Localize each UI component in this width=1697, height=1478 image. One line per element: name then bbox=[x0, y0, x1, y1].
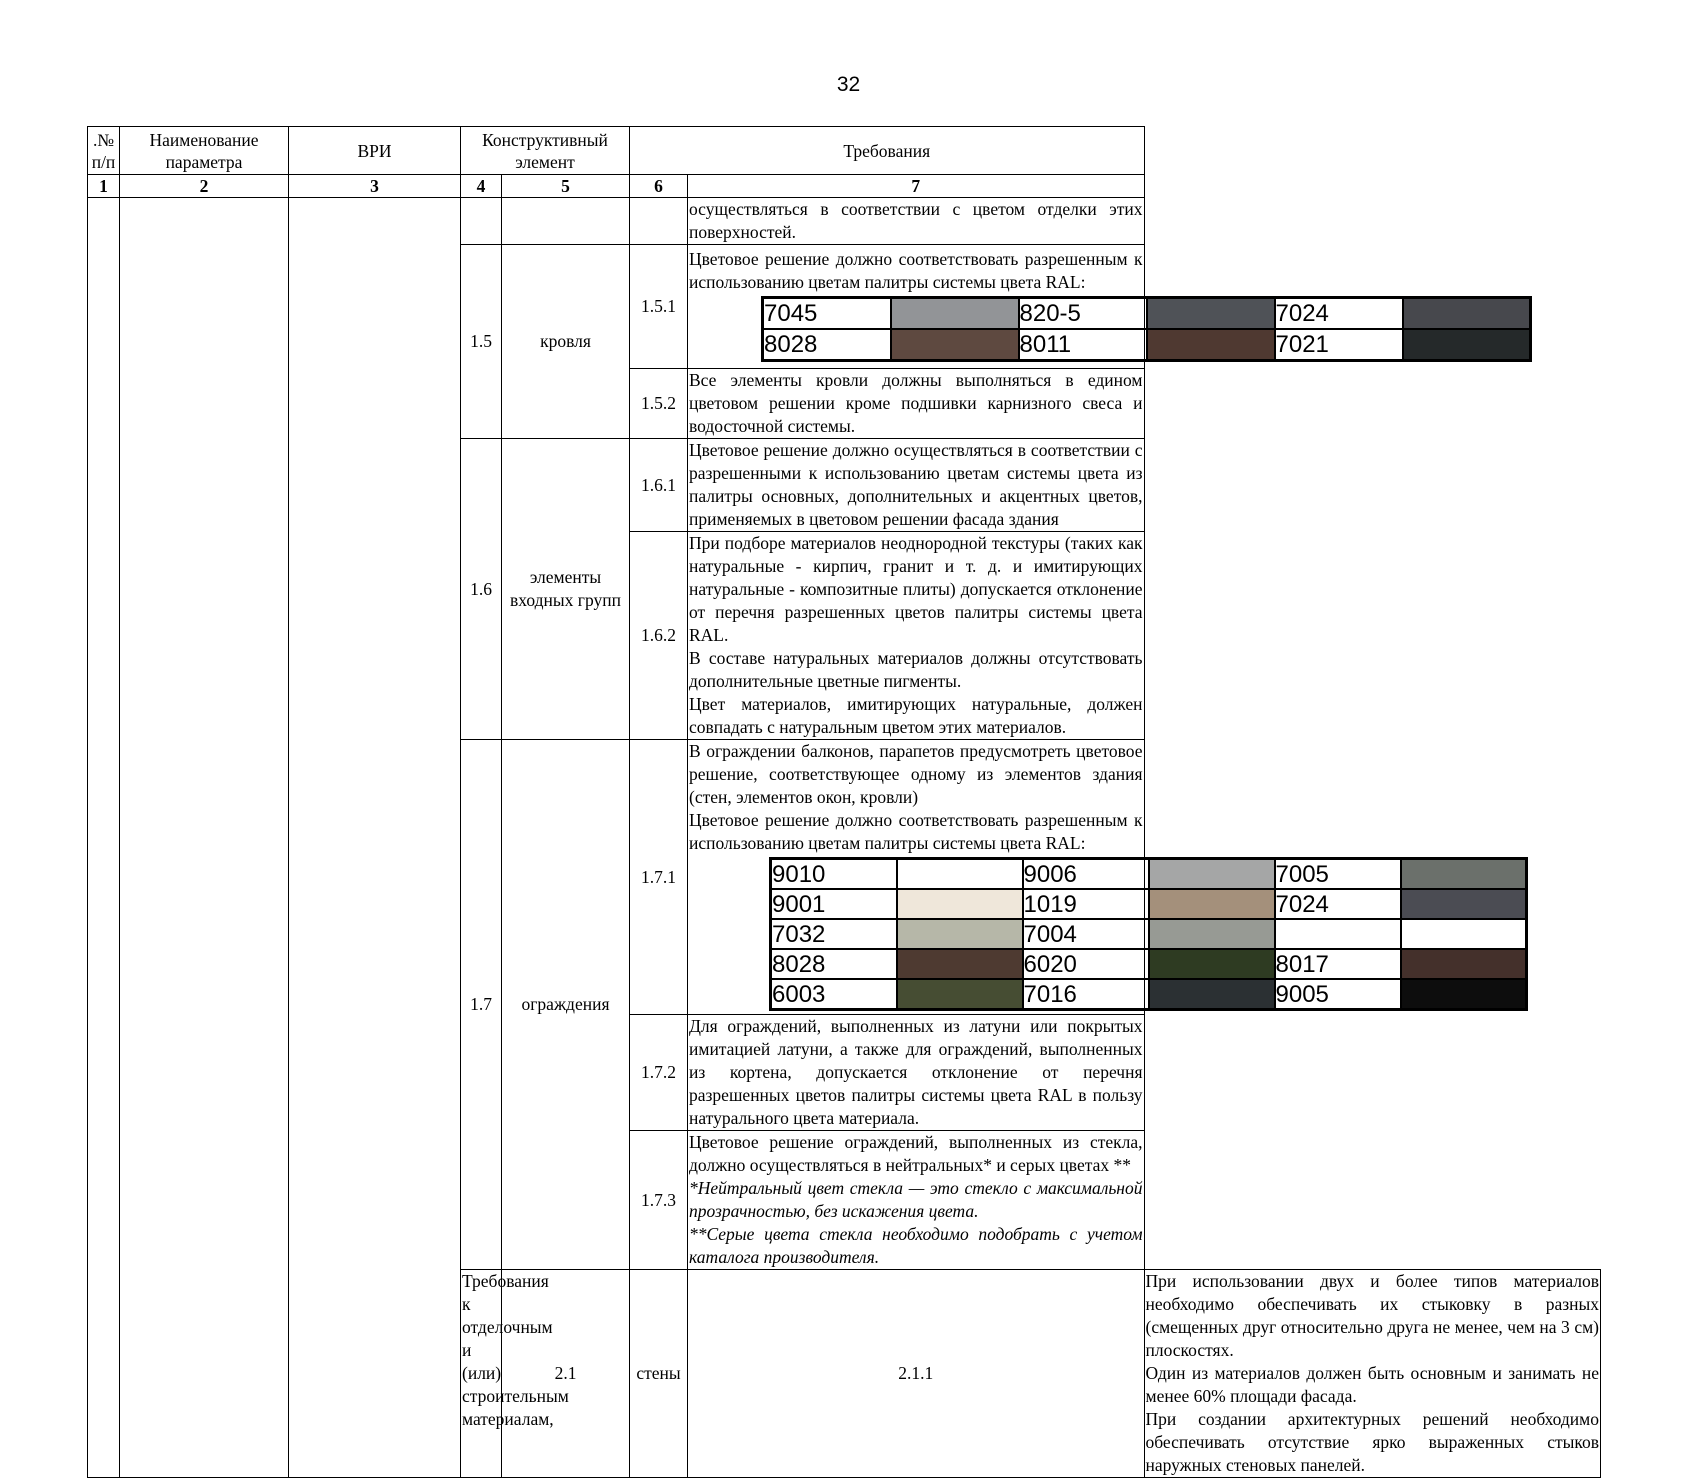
requirement-text: При подборе материалов неоднородной текстуры (таких как натуральные - кирпич, гранит и т. д. и имитирующих натуральные - композитные плиты) допускается отклонение от перечня разрешенных цветов палитры системы цвета RAL. bbox=[689, 533, 1143, 645]
ral-code: 7045 bbox=[763, 298, 891, 330]
requirement-cell bbox=[688, 740, 1329, 1015]
color-swatch bbox=[891, 298, 1019, 330]
color-swatch bbox=[897, 889, 1023, 919]
table-row bbox=[88, 198, 1601, 245]
column-number: 6 bbox=[630, 175, 688, 198]
ral-code: 7004 bbox=[1023, 919, 1149, 949]
requirement-text: Цветовое решение должно осуществляться в соответствии с разрешенными к использованию цветам системы цвета из палитры основных, дополнительных и акцентных цветов, применяемых в цветовом решении фасада здания bbox=[688, 439, 1145, 532]
column-number: 7 bbox=[688, 175, 1145, 198]
color-swatch bbox=[891, 329, 1019, 361]
vri-cell bbox=[289, 198, 461, 1478]
page-number: 32 bbox=[836, 73, 861, 96]
color-swatch bbox=[1149, 859, 1275, 890]
column-number: 5 bbox=[502, 175, 630, 198]
ral-code: 7005 bbox=[1275, 859, 1401, 890]
palette-row bbox=[771, 859, 1527, 890]
color-swatch bbox=[1401, 859, 1527, 890]
column-number: 3 bbox=[289, 175, 461, 198]
column-number: 2 bbox=[120, 175, 289, 198]
element-name: стены bbox=[630, 1270, 688, 1478]
header-element: Конструктивный элемент bbox=[461, 127, 630, 175]
color-swatch bbox=[897, 979, 1023, 1010]
color-swatch bbox=[897, 919, 1023, 949]
requirement-text: В ограждении балконов, парапетов предусмотреть цветовое решение, соответствующее одному из элементов здания (стен, элементов окон, кровли) bbox=[689, 741, 1143, 807]
header-row bbox=[88, 127, 1601, 175]
header-number: .№ п/п bbox=[88, 127, 120, 175]
ral-code: 8017 bbox=[1275, 949, 1401, 979]
requirement-code: 1.7.1 bbox=[630, 740, 688, 1015]
element-number: 1.7 bbox=[461, 740, 502, 1270]
requirement-code: 1.5.2 bbox=[630, 369, 688, 439]
column-number-row bbox=[88, 175, 1601, 198]
requirement-code: 1.6.2 bbox=[630, 532, 688, 740]
element-number: 1.5 bbox=[461, 245, 502, 439]
color-swatch bbox=[1149, 979, 1275, 1010]
ral-code: 820-5 bbox=[1019, 298, 1147, 330]
ral-code: 8028 bbox=[771, 949, 897, 979]
element-name: элементы входных групп bbox=[502, 439, 630, 740]
ral-code: 9010 bbox=[771, 859, 897, 890]
requirement-code: 2.1.1 bbox=[688, 1270, 1145, 1478]
ral-code: 6020 bbox=[1023, 949, 1149, 979]
ral-code: 1019 bbox=[1023, 889, 1149, 919]
color-swatch bbox=[1147, 329, 1275, 361]
column-number: 4 bbox=[461, 175, 502, 198]
requirement-text: Для ограждений, выполненных из латуни или покрытых имитацией латуни, а также для ограждений, выполненных из кортена, допускается отклонение от перечня разрешенных цветов палитры системы цвета RAL в пользу натурального цвета материала. bbox=[688, 1015, 1145, 1131]
requirement-code: 1.7.3 bbox=[630, 1131, 688, 1270]
requirement-code: 1.7.2 bbox=[630, 1015, 688, 1131]
requirement-footnote: **Серые цвета стекла необходимо подобрать с учетом каталога производителя. bbox=[689, 1224, 1143, 1267]
color-swatch bbox=[1149, 919, 1275, 949]
requirement-code: 1.5.1 bbox=[630, 245, 688, 369]
requirement-cell bbox=[688, 245, 1329, 369]
requirement-text: Один из материалов должен быть основным и занимать не менее 60% площади фасада. bbox=[1145, 1363, 1599, 1406]
element-number: 2.1 bbox=[502, 1270, 630, 1478]
ral-code: 8028 bbox=[763, 329, 891, 361]
ral-code: 7024 bbox=[1275, 889, 1401, 919]
requirement-text: Цветовое решение должно соответствовать разрешенным к использованию цветам палитры системы цвета RAL: bbox=[689, 810, 1143, 853]
color-swatch bbox=[1403, 298, 1531, 330]
requirement-cell bbox=[688, 532, 1145, 740]
parameter-cell bbox=[120, 198, 289, 1478]
ral-code: 7032 bbox=[771, 919, 897, 949]
ral-code: 6003 bbox=[771, 979, 897, 1010]
color-swatch bbox=[897, 859, 1023, 890]
color-swatch bbox=[1401, 949, 1527, 979]
requirement-text: Цветовое решение должно соответствовать разрешенным к использованию цветам палитры системы цвета RAL: bbox=[689, 249, 1143, 292]
parameter-name: Требования к отделочным и (или) строительным материалам, bbox=[461, 1270, 502, 1478]
color-swatch bbox=[897, 949, 1023, 979]
requirement-text: При создании архитектурных решений необходимо обеспечивать отсутствие ярко выраженных стыков наружных стеновых панелей. bbox=[1145, 1409, 1599, 1475]
number-cell bbox=[88, 198, 120, 1478]
palette-row bbox=[763, 329, 1531, 361]
palette-row bbox=[771, 979, 1527, 1010]
requirement-text: При использовании двух и более типов материалов необходимо обеспечивать их стыковку в разных (смещенных друг относительно друга не менее, чем на 3 см) плоскостях. bbox=[1145, 1271, 1599, 1360]
ral-code: 7021 bbox=[1275, 329, 1403, 361]
requirement-cell bbox=[1144, 1270, 1601, 1478]
column-number: 1 bbox=[88, 175, 120, 198]
ral-code: 7024 bbox=[1275, 298, 1403, 330]
requirement-text: осуществляться в соответствии с цветом отделки этих поверхностей. bbox=[688, 198, 1145, 245]
requirement-footnote: *Нейтральный цвет стекла — это стекло с максимальной прозрачностью, без искажения цвета. bbox=[689, 1178, 1143, 1221]
palette-row bbox=[771, 889, 1527, 919]
ral-palette-fence bbox=[769, 857, 1528, 1011]
color-swatch bbox=[1149, 949, 1275, 979]
color-swatch bbox=[1403, 329, 1531, 361]
requirement-text: Цветовое решение ограждений, выполненных из стекла, должно осуществляться в нейтральных* и серых цветах ** bbox=[689, 1132, 1143, 1175]
element-number: 1.6 bbox=[461, 439, 502, 740]
ral-code: 7016 bbox=[1023, 979, 1149, 1010]
requirement-cell bbox=[688, 1131, 1145, 1270]
ral-code: 9005 bbox=[1275, 979, 1401, 1010]
requirement-text: Все элементы кровли должны выполняться в едином цветовом решении кроме подшивки карнизного свеса и водосточной системы. bbox=[688, 369, 1145, 439]
requirement-text: В составе натуральных материалов должны отсутствовать дополнительные цветные пигменты. bbox=[689, 648, 1143, 691]
element-number-cell bbox=[461, 198, 502, 245]
color-swatch bbox=[1401, 919, 1527, 949]
header-requirements: Требования bbox=[630, 127, 1145, 175]
ral-palette-roof bbox=[761, 296, 1532, 362]
palette-row bbox=[771, 919, 1527, 949]
ral-code: 9001 bbox=[771, 889, 897, 919]
palette-row bbox=[771, 949, 1527, 979]
requirement-code: 1.6.1 bbox=[630, 439, 688, 532]
element-name: кровля bbox=[502, 245, 630, 439]
palette-row bbox=[763, 298, 1531, 330]
requirements-table bbox=[87, 126, 1601, 1478]
requirement-text: Цвет материалов, имитирующих натуральные, должен совпадать с натуральным цветом этих материалов. bbox=[689, 694, 1143, 737]
ral-code: 9006 bbox=[1023, 859, 1149, 890]
ral-code: 8011 bbox=[1019, 329, 1147, 361]
color-swatch bbox=[1401, 889, 1527, 919]
color-swatch bbox=[1147, 298, 1275, 330]
header-parameter: Наименование параметра bbox=[120, 127, 289, 175]
ral-code bbox=[1275, 919, 1401, 949]
element-name: ограждения bbox=[502, 740, 630, 1270]
header-vri: ВРИ bbox=[289, 127, 461, 175]
code-cell bbox=[630, 198, 688, 245]
color-swatch bbox=[1401, 979, 1527, 1010]
color-swatch bbox=[1149, 889, 1275, 919]
element-name-cell bbox=[502, 198, 630, 245]
